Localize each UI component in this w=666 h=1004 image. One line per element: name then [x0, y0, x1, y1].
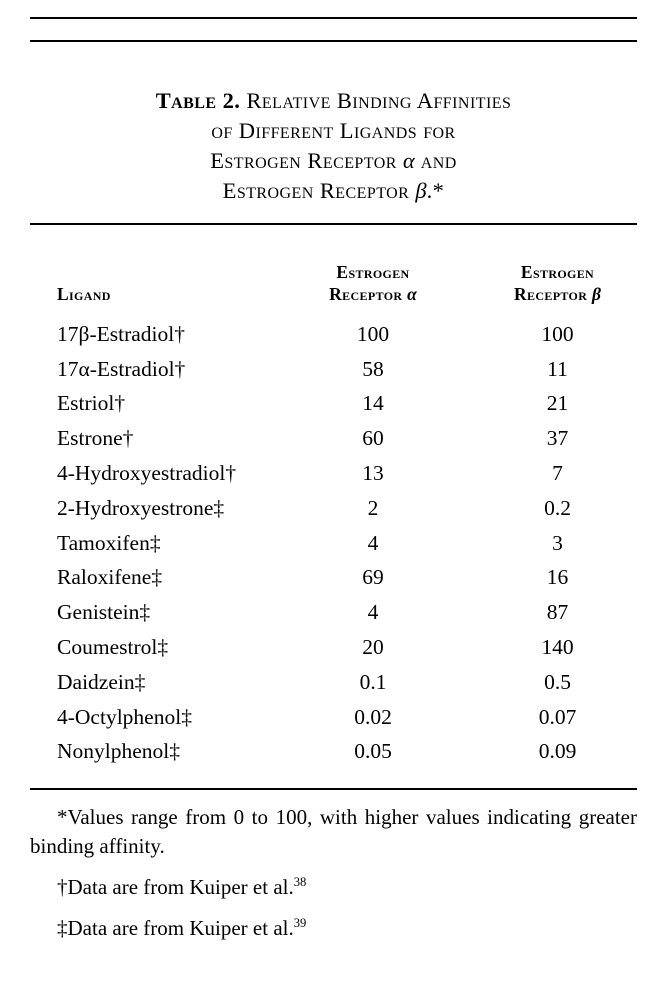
er-alpha-column-header: [268, 261, 478, 305]
er-alpha-value-cell: 100: [356, 321, 390, 346]
er-alpha-value-cell: 0.05: [354, 739, 392, 764]
ligand-cell: Estrone†: [57, 426, 134, 451]
er-alpha-value-cell: 4: [367, 530, 379, 555]
title-separator-rule: [30, 223, 637, 225]
table-row: [30, 421, 637, 456]
title-line-4: [30, 176, 637, 206]
footnotes: [30, 803, 637, 943]
footnote-double-dagger-text: ‡Data are from Kuiper et al.: [57, 916, 294, 941]
er-alpha-value-cell: 14: [362, 391, 384, 416]
reference-39: 39: [293, 916, 307, 931]
ligand-cell: 4-Hydroxyestradiol†: [57, 461, 237, 486]
title-line-1: [30, 86, 637, 116]
ligand-cell: Tamoxifen‡: [57, 530, 161, 555]
table-row: [30, 317, 637, 352]
er-beta-value-cell: 21: [546, 391, 569, 416]
beta-symbol: β: [415, 178, 427, 203]
footnote-dagger: [30, 873, 637, 902]
title-text-1: Relative Binding Affinities: [246, 88, 512, 113]
ligand-cell: Genistein‡: [57, 600, 151, 625]
ligand-cell: Coumestrol‡: [57, 635, 169, 660]
er-alpha-value-cell: 0.1: [359, 669, 387, 694]
ligand-column-header: Ligand: [57, 284, 111, 304]
reference-38: 38: [293, 875, 307, 890]
table-row: [30, 735, 637, 770]
title-line-3: [30, 146, 637, 176]
er-alpha-value-cell: 69: [362, 565, 384, 590]
table-row: [30, 526, 637, 561]
table-row: [30, 561, 637, 596]
column-headers: [30, 261, 637, 305]
ligand-cell: 4-Octylphenol‡: [57, 704, 192, 729]
table-row: [30, 456, 637, 491]
er-beta-value-cell: 87: [546, 600, 569, 625]
er-beta-value-cell: 3: [552, 530, 563, 555]
er-beta-value-cell: 7: [552, 461, 563, 486]
table-row: [30, 491, 637, 526]
table-row: [30, 352, 637, 387]
footnote-dagger-text: †Data are from Kuiper et al.: [57, 875, 294, 900]
er-beta-value-cell: 16: [546, 565, 569, 590]
title-text-4-suffix: .*: [426, 178, 445, 203]
title-text-2: of Different Ligands for: [211, 118, 456, 143]
table-number-label: Table 2.: [155, 88, 241, 113]
title-text-4: Estrogen Receptor: [222, 178, 410, 203]
ligand-cell: 2-Hydroxyestrone‡: [57, 495, 225, 520]
er-beta-value-cell: 0.07: [538, 704, 577, 729]
ligand-cell: Nonylphenol‡: [57, 739, 181, 764]
table-title: [30, 86, 637, 206]
er-beta-value-cell: 11: [547, 356, 568, 381]
er-alpha-value-cell: 20: [362, 635, 384, 660]
er-alpha-value-cell: 13: [362, 461, 384, 486]
top-rule-inner: [30, 40, 637, 42]
table-row: [30, 595, 637, 630]
ligand-cell: Daidzein‡: [57, 669, 146, 694]
er-beta-value-cell: 100: [541, 321, 574, 346]
title-text-3: Estrogen Receptor: [210, 148, 397, 173]
table-row: [30, 700, 637, 735]
alpha-symbol: α: [407, 284, 417, 304]
er-alpha-value-cell: 60: [362, 426, 384, 451]
ligand-cell: Estriol†: [57, 391, 126, 416]
ligand-cell: 17β-Estradiol†: [57, 321, 185, 346]
er-alpha-header-line-2: [268, 283, 478, 305]
beta-symbol: β: [592, 284, 601, 304]
footnote-double-dagger: [30, 914, 637, 943]
er-beta-column-header: [478, 261, 637, 305]
er-beta-value-cell: 0.2: [544, 495, 571, 520]
er-beta-value-cell: 0.09: [538, 739, 577, 764]
title-text-3-suffix: and: [420, 148, 457, 173]
ligand-cell: 17α-Estradiol†: [57, 356, 186, 381]
er-alpha-header-line-1: Estrogen: [336, 262, 410, 282]
bottom-rule: [30, 788, 637, 790]
er-beta-header-receptor: Receptor: [514, 284, 588, 304]
table-row: [30, 630, 637, 665]
er-alpha-value-cell: 0.02: [354, 704, 392, 729]
top-rule-outer: [30, 17, 637, 19]
table-row: [30, 665, 637, 700]
er-beta-header-line-2: [478, 283, 637, 305]
er-beta-value-cell: 37: [546, 426, 569, 451]
footnote-values-range: *Values range from 0 to 100, with higher values indicating greater binding affinity.: [30, 805, 637, 859]
er-alpha-value-cell: 2: [367, 495, 379, 520]
ligand-cell: Raloxifene‡: [57, 565, 163, 590]
er-alpha-value-cell: 58: [362, 356, 384, 381]
table-row: [30, 387, 637, 422]
er-beta-value-cell: 140: [541, 635, 574, 660]
alpha-symbol: α: [402, 148, 415, 173]
er-beta-value-cell: 0.5: [544, 669, 571, 694]
table-body: [30, 317, 637, 769]
title-line-2: [30, 116, 637, 146]
er-beta-header-line-1: Estrogen: [520, 262, 595, 282]
er-alpha-value-cell: 4: [367, 600, 379, 625]
table-block: [30, 0, 637, 943]
er-alpha-header-receptor: Receptor: [329, 284, 403, 304]
